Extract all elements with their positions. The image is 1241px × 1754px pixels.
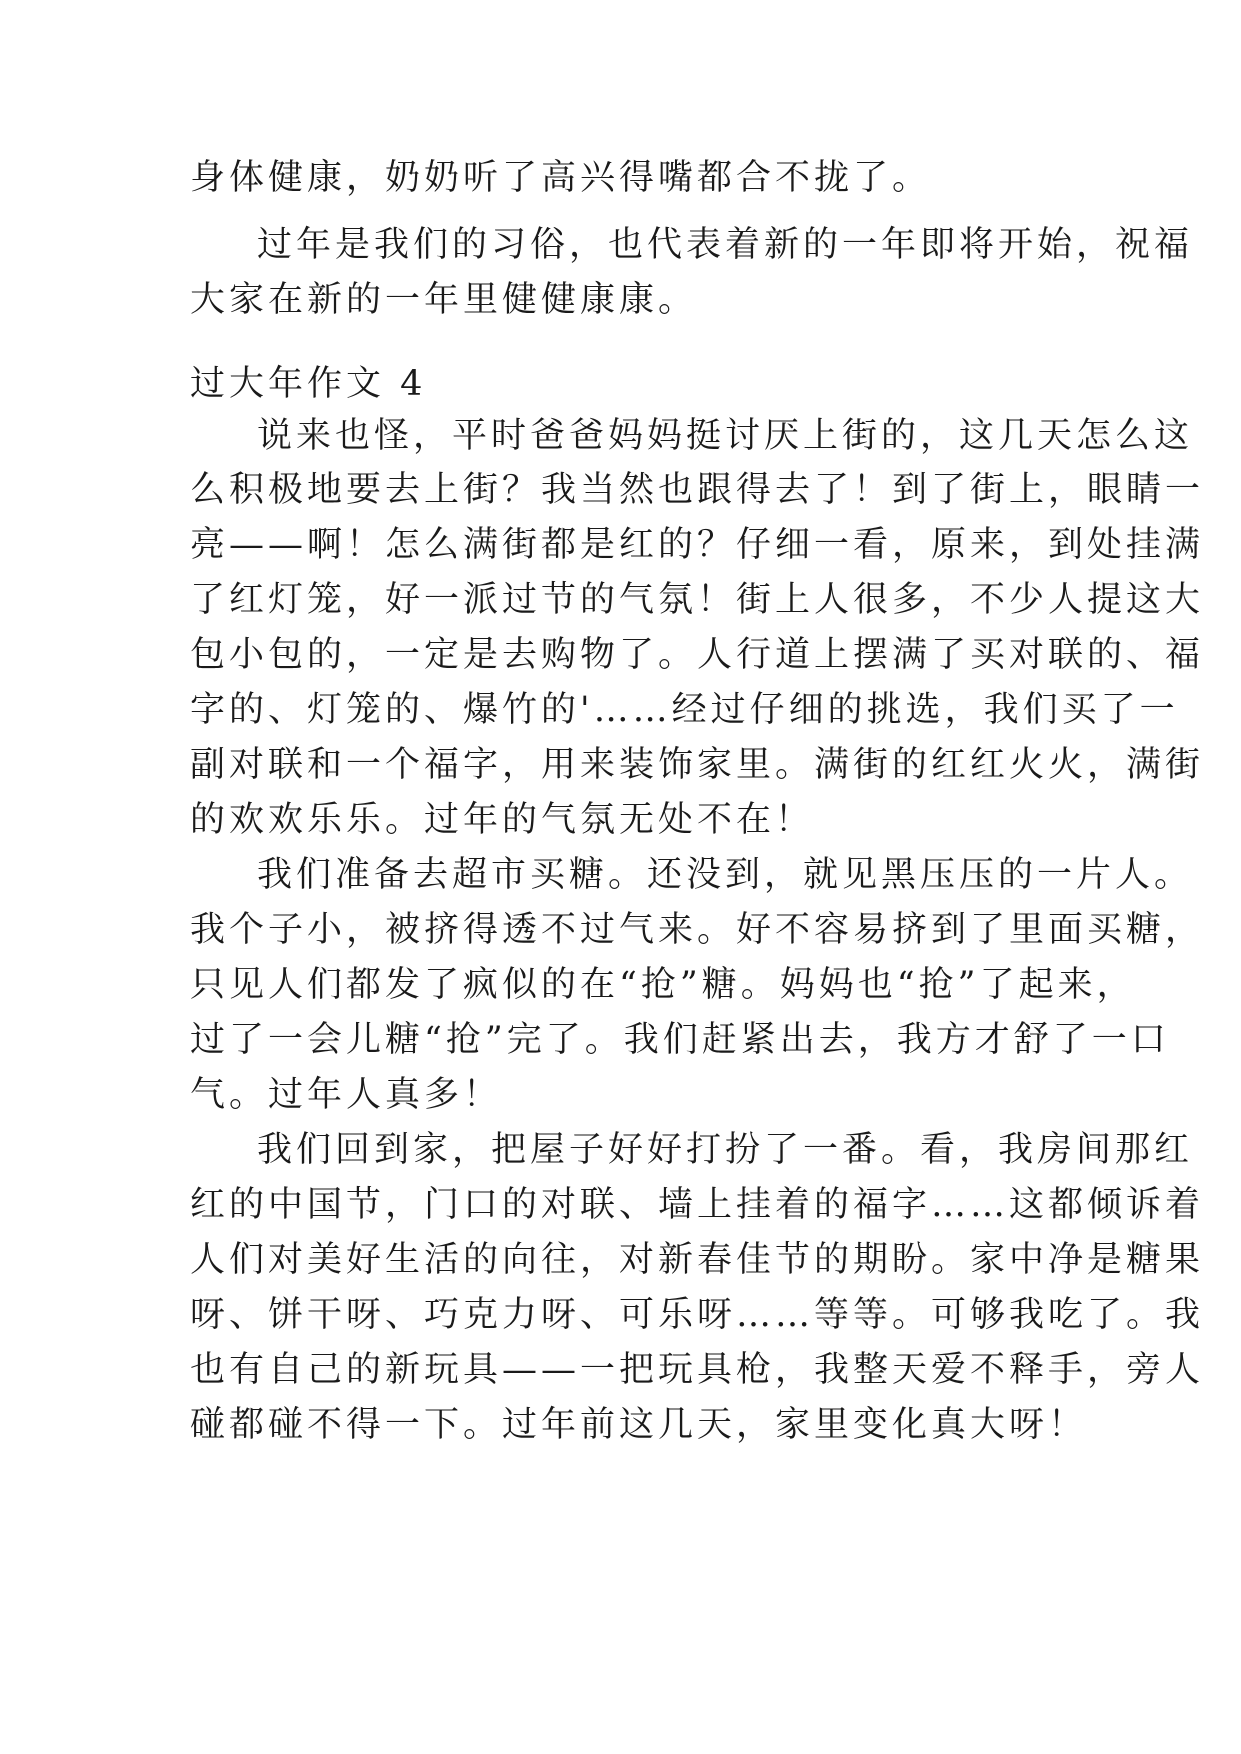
text-line: 人们对美好生活的向往，对新春佳节的期盼。家中净是糖果 xyxy=(190,1240,1205,1280)
text-line: 红的中国节，门口的对联、墙上挂着的福字……这都倾诉着 xyxy=(190,1185,1205,1225)
section-heading: 过大年作文 4 xyxy=(190,364,427,404)
text-line: 呀、饼干呀、巧克力呀、可乐呀……等等。可够我吃了。我 xyxy=(190,1295,1205,1335)
text-line: 的欢欢乐乐。过年的气氛无处不在！ xyxy=(190,800,815,840)
text-line: 过了一会儿糖“抢”完了。我们赶紧出去，我方才舒了一口 xyxy=(190,1020,1170,1060)
paragraph-line: 说来也怪，平时爸爸妈妈挺讨厌上街的，这几天怎么这 xyxy=(257,416,1194,456)
paragraph-line: 我们准备去超市买糖。还没到，就见黑压压的一片人。 xyxy=(257,855,1194,895)
text-line: 包小包的，一定是去购物了。人行道上摆满了买对联的、福 xyxy=(190,635,1205,675)
text-line: 大家在新的一年里健健康康。 xyxy=(190,280,698,320)
text-line: 碰都碰不得一下。过年前这几天，家里变化真大呀！ xyxy=(190,1405,1088,1445)
text-line: 身体健康，奶奶听了高兴得嘴都合不拢了。 xyxy=(190,158,932,198)
text-line: 了红灯笼，好一派过节的气氛！街上人很多，不少人提这大 xyxy=(190,580,1205,620)
text-line: 么积极地要去上街？我当然也跟得去了！到了街上，眼睛一 xyxy=(190,470,1205,510)
text-line: 字的、灯笼的、爆竹的'……经过仔细的挑选，我们买了一 xyxy=(190,690,1179,730)
text-line: 副对联和一个福字，用来装饰家里。满街的红红火火，满街 xyxy=(190,745,1205,785)
text-line: 气。过年人真多！ xyxy=(190,1075,503,1115)
paragraph-line: 我们回到家，把屋子好好打扮了一番。看，我房间那红 xyxy=(257,1130,1194,1170)
text-line: 也有自己的新玩具——一把玩具枪，我整天爱不释手，旁人 xyxy=(190,1350,1205,1390)
paragraph-line: 过年是我们的习俗，也代表着新的一年即将开始，祝福 xyxy=(257,225,1194,265)
text-line: 我个子小，被挤得透不过气来。好不容易挤到了里面买糖， xyxy=(190,910,1205,950)
text-line: 亮——啊！怎么满街都是红的？仔细一看，原来，到处挂满 xyxy=(190,525,1205,565)
text-line: 只见人们都发了疯似的在“抢”糖。妈妈也“抢”了起来， xyxy=(190,965,1136,1005)
